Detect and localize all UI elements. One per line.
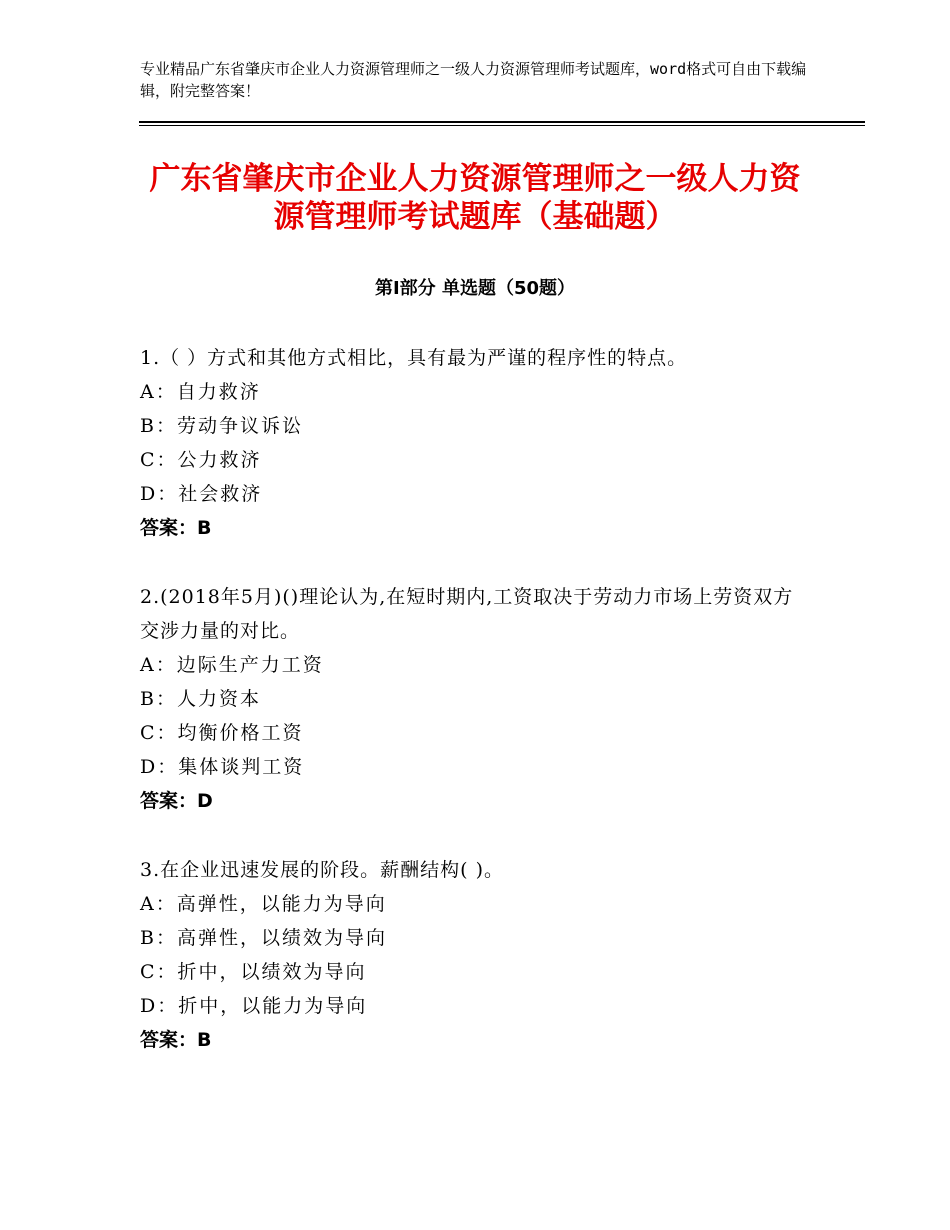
answer: 答案：B — [140, 1029, 212, 1051]
header-rule-thin — [139, 125, 865, 126]
header-note: 专业精品广东省肇庆市企业人力资源管理师之一级人力资源管理师考试题库，word格式可自由下载编辑，附完整答案！ — [140, 60, 807, 100]
option-a: A：高弹性，以能力为导向 — [140, 893, 387, 915]
option-b: B：劳动争议诉讼 — [140, 415, 303, 437]
option-b: B：人力资本 — [140, 688, 261, 710]
option-d: D：集体谈判工资 — [140, 756, 305, 778]
option-a: A：边际生产力工资 — [140, 654, 324, 676]
option-c: C：折中，以绩效为导向 — [140, 961, 367, 983]
option-a: A：自力救济 — [140, 381, 261, 403]
question-stem: 2.(2018年5月)()理论认为,在短时期内,工资取决于劳动力市场上劳资双方交涉力量的对比。 — [140, 586, 794, 642]
document-title: 广东省肇庆市企业人力资源管理师之一级人力资源管理师考试题库（基础题） — [149, 161, 801, 235]
section-title: 第Ⅰ部分 单选题（50题） — [374, 278, 575, 299]
option-b: B：高弹性，以绩效为导向 — [140, 927, 387, 949]
answer: 答案：D — [140, 790, 213, 812]
option-d: D：社会救济 — [140, 483, 263, 505]
option-c: C：均衡价格工资 — [140, 722, 304, 744]
option-d: D：折中，以能力为导向 — [140, 995, 368, 1017]
answer: 答案：B — [140, 517, 212, 539]
header-rule-thick — [139, 121, 865, 123]
question-stem: 3.在企业迅速发展的阶段。薪酬结构( )。 — [140, 859, 504, 881]
question-stem: 1.（ ）方式和其他方式相比，具有最为严谨的程序性的特点。 — [140, 347, 688, 369]
option-c: C：公力救济 — [140, 449, 262, 471]
